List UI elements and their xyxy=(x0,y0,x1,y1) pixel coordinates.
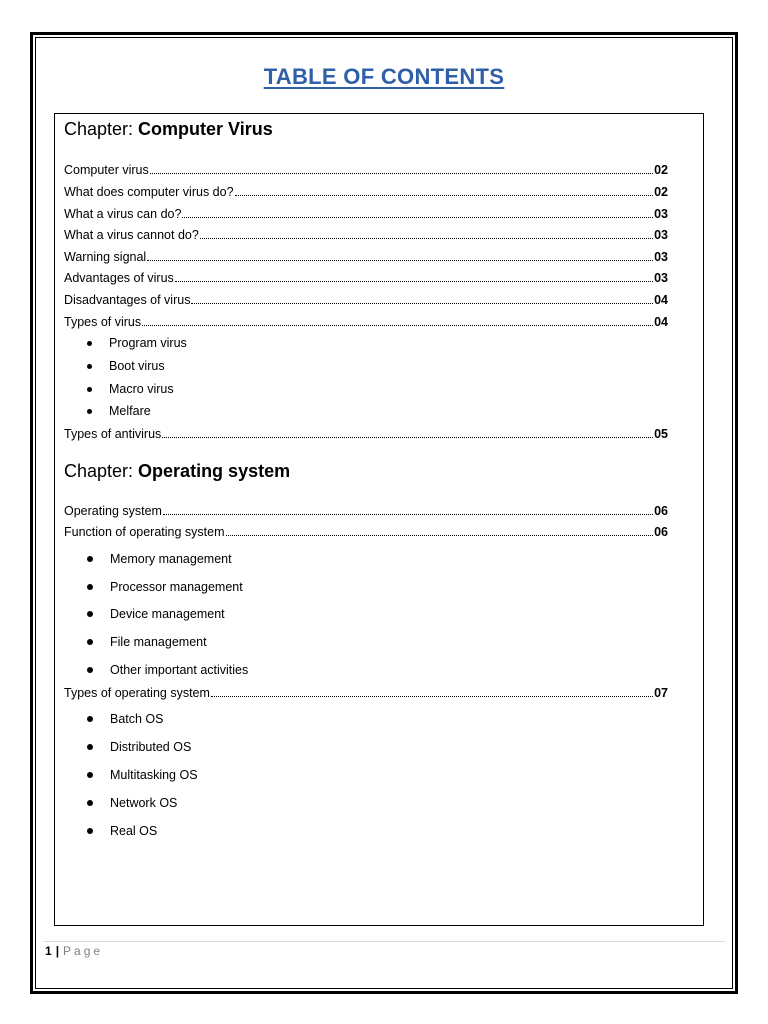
toc-entry[interactable] xyxy=(64,426,668,444)
dot-leader xyxy=(191,292,653,304)
bullet-icon xyxy=(87,584,93,590)
dot-leader xyxy=(226,524,654,536)
toc-entry-label: Disadvantages of virus xyxy=(64,293,191,307)
toc-entry[interactable] xyxy=(64,162,668,180)
toc-entry-label: Warning signal xyxy=(64,250,147,264)
bullet-icon xyxy=(87,716,93,722)
bullet-icon xyxy=(87,800,93,806)
chapter-heading-computer-virus xyxy=(64,119,273,140)
list-item-label: Program virus xyxy=(109,336,187,350)
toc-entry-page: 03 xyxy=(654,250,668,264)
list-item-label: Distributed OS xyxy=(110,740,192,754)
list-item-label: Network OS xyxy=(110,796,178,810)
toc-entry-page: 06 xyxy=(654,525,668,539)
dot-leader xyxy=(175,270,653,282)
chapter-name: Operating system xyxy=(138,461,291,481)
toc-entry-page: 03 xyxy=(654,228,668,242)
toc-entry-page: 07 xyxy=(654,686,668,700)
toc-entry-label: Function of operating system xyxy=(64,525,225,539)
toc-entry[interactable] xyxy=(64,270,668,288)
bullet-icon xyxy=(87,772,93,778)
list-item-label: Other important activities xyxy=(110,663,249,677)
footer-page-word: Page xyxy=(63,944,104,958)
toc-entry-label: Computer virus xyxy=(64,163,149,177)
toc-entry-label: Advantages of virus xyxy=(64,271,174,285)
toc-entry-page: 02 xyxy=(654,185,668,199)
list-item-label: Device management xyxy=(110,607,225,621)
list-item-label: Batch OS xyxy=(110,712,164,726)
list-item-label: Multitasking OS xyxy=(110,768,198,782)
list-item-label: Memory management xyxy=(110,552,232,566)
bullet-icon xyxy=(87,828,93,834)
list-item-label: Macro virus xyxy=(109,382,174,396)
bullet-icon xyxy=(87,667,93,673)
dot-leader xyxy=(163,503,653,515)
list-item-label: Boot virus xyxy=(109,359,165,373)
toc-entry-page: 04 xyxy=(654,315,668,329)
list-item xyxy=(87,552,232,566)
chapter-prefix: Chapter: xyxy=(64,119,139,139)
toc-entry-page: 03 xyxy=(654,207,668,221)
bullet-icon xyxy=(87,409,92,414)
list-item-label: File management xyxy=(110,635,207,649)
list-item xyxy=(87,607,225,621)
dot-leader xyxy=(182,206,653,218)
toc-entry-label: Types of antivirus xyxy=(64,427,162,441)
toc-entry[interactable] xyxy=(64,292,668,310)
list-item xyxy=(87,382,174,396)
bullet-icon xyxy=(87,611,93,617)
toc-entry-label: What a virus cannot do? xyxy=(64,228,199,242)
toc-entry-label: Types of operating system xyxy=(64,686,210,700)
chapter-heading-operating-system xyxy=(64,461,290,482)
chapter-prefix: Chapter: xyxy=(64,461,139,481)
page-title: TABLE OF CONTENTS xyxy=(263,64,505,89)
bullet-icon xyxy=(87,364,92,369)
toc-entry-page: 06 xyxy=(654,504,668,518)
list-item xyxy=(87,796,177,810)
dot-leader xyxy=(147,249,653,261)
bullet-icon xyxy=(87,639,93,645)
toc-entry-label: What does computer virus do? xyxy=(64,185,234,199)
bullet-icon xyxy=(87,556,93,562)
list-item xyxy=(87,635,207,649)
dot-leader xyxy=(150,162,653,174)
toc-entry[interactable] xyxy=(64,249,668,267)
footer-separator: | xyxy=(55,944,60,958)
bullet-icon xyxy=(87,341,92,346)
list-item xyxy=(87,824,157,838)
list-item xyxy=(87,740,191,754)
list-item-label: Melfare xyxy=(109,404,151,418)
list-item xyxy=(87,336,187,350)
dot-leader xyxy=(211,685,653,697)
list-item xyxy=(87,663,248,677)
list-item-label: Processor management xyxy=(110,580,243,594)
toc-entry[interactable] xyxy=(64,524,668,542)
bullet-icon xyxy=(87,387,92,392)
page-footer xyxy=(45,944,103,958)
list-item xyxy=(87,712,164,726)
dot-leader xyxy=(162,426,653,438)
chapter-name: Computer Virus xyxy=(138,119,273,139)
toc-entry-page: 03 xyxy=(654,271,668,285)
toc-entry-page: 02 xyxy=(654,163,668,177)
dot-leader xyxy=(200,227,653,239)
toc-entry[interactable] xyxy=(64,314,668,332)
toc-entry-label: Operating system xyxy=(64,504,162,518)
list-item xyxy=(87,359,165,373)
toc-entry[interactable] xyxy=(64,184,668,202)
footer-divider xyxy=(44,941,725,942)
list-item xyxy=(87,580,243,594)
toc-entry-page: 05 xyxy=(654,427,668,441)
toc-entry-page: 04 xyxy=(654,293,668,307)
list-item xyxy=(87,768,198,782)
list-item-label: Real OS xyxy=(110,824,158,838)
dot-leader xyxy=(235,184,654,196)
toc-entry[interactable] xyxy=(64,503,668,521)
footer-page-number: 1 xyxy=(45,944,52,958)
bullet-icon xyxy=(87,744,93,750)
toc-entry[interactable] xyxy=(64,685,668,703)
list-item xyxy=(87,404,151,418)
toc-entry-label: Types of virus xyxy=(64,315,142,329)
toc-entry[interactable] xyxy=(64,206,668,224)
toc-entry-label: What a virus can do? xyxy=(64,207,182,221)
dot-leader xyxy=(142,314,653,326)
toc-entry[interactable] xyxy=(64,227,668,245)
